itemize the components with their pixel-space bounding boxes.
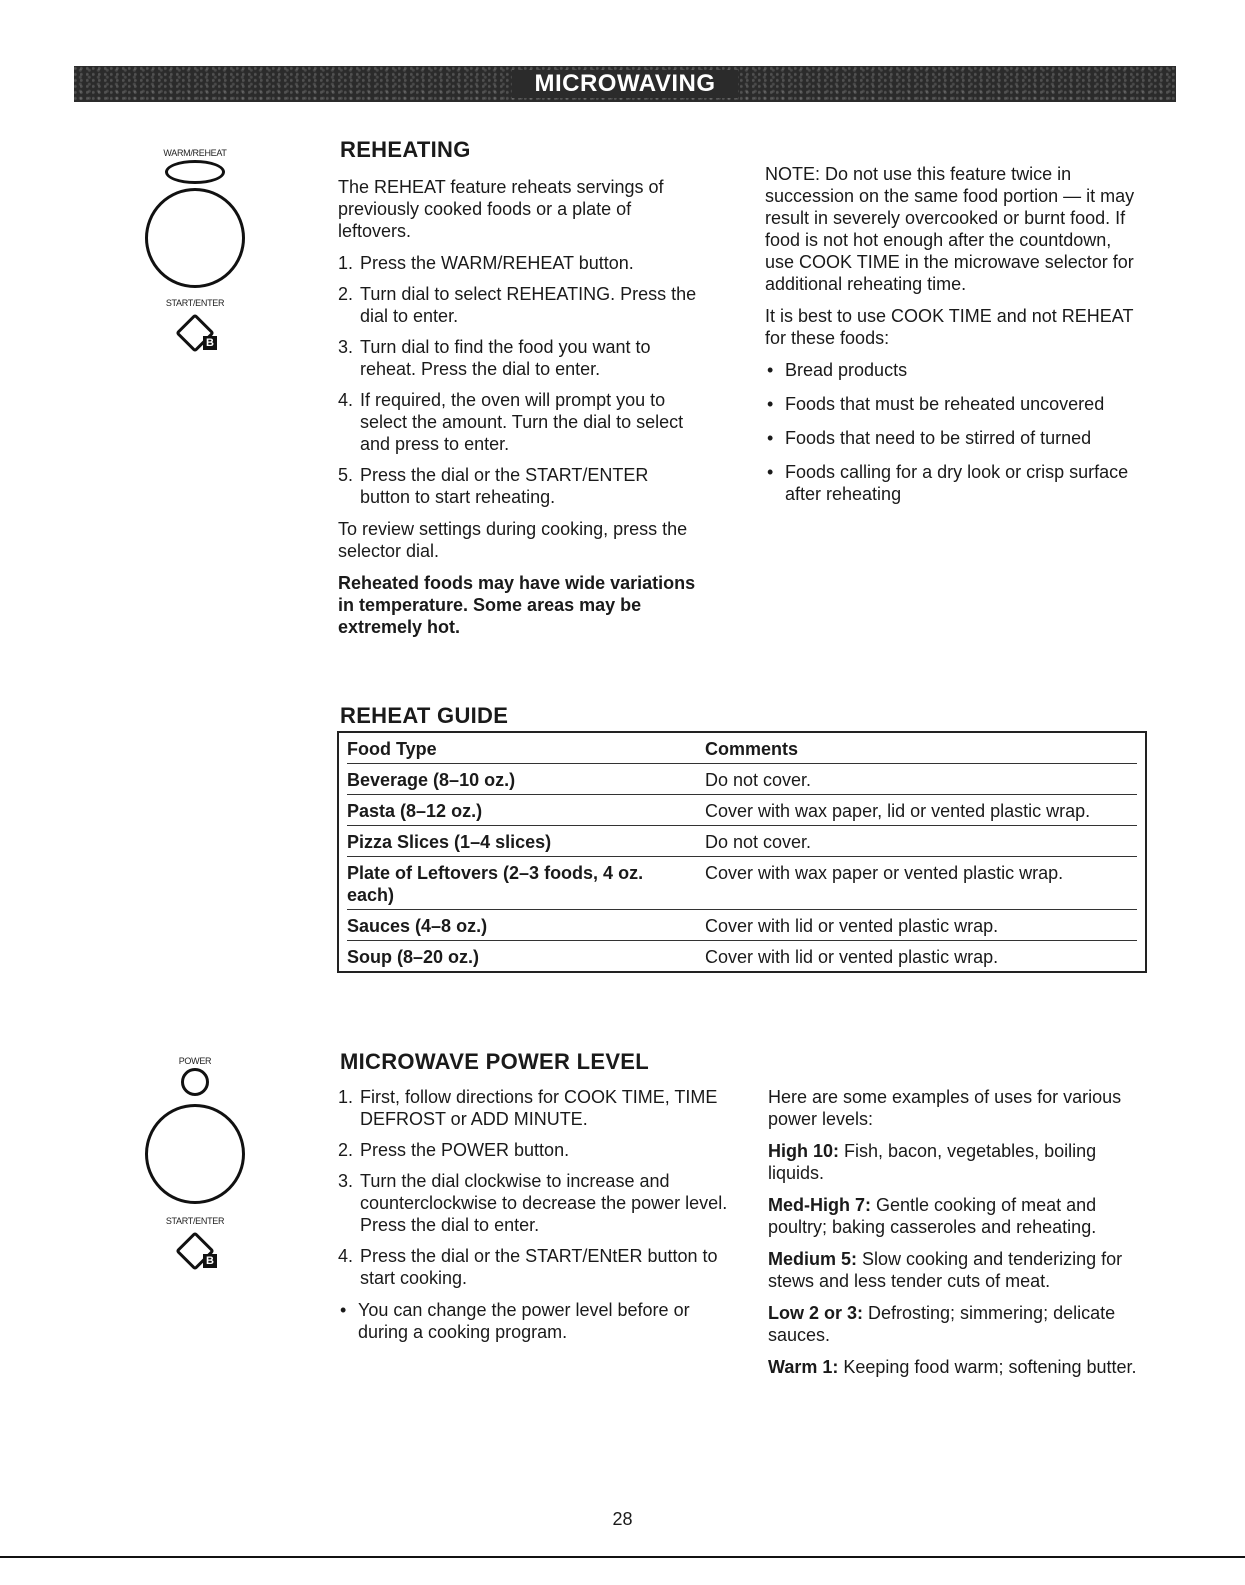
start-enter-label: START/ENTER <box>165 298 225 308</box>
power-level-item: High 10: Fish, bacon, vegetables, boiling liquids. <box>768 1141 1097 1183</box>
reheating-note: NOTE: Do not use this feature twice in succession on the same food portion — it may result in severely overcooked or burnt food. If food is not hot enough after the countdown, use COOK TIME in the microwave selector for additional reheating time. <box>765 164 1135 294</box>
reheating-step: 5. Press the dial or the START/ENTER button to start reheating. <box>338 465 649 507</box>
banner-title: MICROWAVING <box>512 70 737 98</box>
power-label: POWER <box>178 1056 212 1066</box>
warm-reheat-label: WARM/REHEAT <box>163 148 227 158</box>
reheating-bullet: • Foods that need to be stirred of turned <box>765 427 1145 449</box>
reheating-bullet: • Foods that must be reheated uncovered <box>765 393 1145 415</box>
reheating-bullets <box>765 359 1145 505</box>
food-type-cell: Beverage (8–10 oz.) <box>347 770 516 790</box>
table-row <box>347 910 1137 941</box>
header-comments: Comments <box>705 739 799 759</box>
power-button-icon <box>181 1068 209 1096</box>
power-bullets <box>338 1299 733 1343</box>
power-step: 2. Press the POWER button. <box>338 1140 570 1160</box>
reheat-controls-illustration <box>140 148 250 354</box>
section-banner <box>74 66 1176 102</box>
power-step: 4. Press the dial or the START/ENtER button to start cooking. <box>338 1246 718 1288</box>
power-bullet: • You can change the power level before or during a cooking program. <box>338 1299 733 1343</box>
header-food-type: Food Type <box>347 739 437 759</box>
start-enter-label: START/ENTER <box>165 1216 225 1226</box>
food-type-cell: Sauces (4–8 oz.) <box>347 916 488 936</box>
table-row <box>347 857 1137 910</box>
food-type-cell: Pasta (8–12 oz.) <box>347 801 483 821</box>
power-examples-intro: Here are some examples of uses for various power levels: <box>768 1087 1122 1129</box>
reheating-bullet: • Foods calling for a dry look or crisp surface after reheating <box>765 461 1145 505</box>
power-step: 3. Turn the dial clockwise to increase and counterclockwise to decrease the power level. Press the dial to enter. <box>338 1171 728 1235</box>
reheat-guide-title: REHEAT GUIDE <box>340 703 509 728</box>
power-right-column <box>768 1086 1143 1388</box>
table-header-row <box>347 733 1137 764</box>
selector-dial-icon <box>145 1104 245 1204</box>
start-tag: B <box>203 1254 217 1268</box>
reheating-review: To review settings during cooking, press the selector dial. <box>338 519 688 561</box>
page-number: 28 <box>612 1509 633 1529</box>
reheating-step: 2. Turn dial to select REHEATING. Press the dial to enter. <box>338 284 697 326</box>
reheating-step: 4. If required, the oven will prompt you to select the amount. Turn the dial to select and press to enter. <box>338 390 684 454</box>
power-level-title: MICROWAVE POWER LEVEL <box>340 1049 650 1074</box>
table-row <box>347 941 1137 971</box>
power-level-item: Low 2 or 3: Defrosting; simmering; delicate sauces. <box>768 1303 1116 1345</box>
bottom-rule <box>0 1556 1245 1558</box>
comments-cell: Cover with wax paper, lid or vented plastic wrap. <box>705 801 1091 821</box>
comments-cell: Cover with wax paper or vented plastic wrap. <box>705 863 1064 883</box>
food-type-cell: Soup (8–20 oz.) <box>347 947 480 967</box>
power-left-column <box>338 1086 733 1355</box>
power-controls-illustration <box>140 1056 250 1272</box>
warm-reheat-button-icon <box>165 160 225 184</box>
food-type-cell: Pizza Slices (1–4 slices) <box>347 832 552 852</box>
food-type-cell: Plate of Leftovers (2–3 foods, 4 oz. each) <box>347 863 644 905</box>
reheating-title: REHEATING <box>340 137 471 162</box>
power-step: 1. First, follow directions for COOK TIME, TIME DEFROST or ADD MINUTE. <box>338 1087 718 1129</box>
power-level-item: Medium 5: Slow cooking and tenderizing for stews and less tender cuts of meat. <box>768 1249 1123 1291</box>
comments-cell: Cover with lid or vented plastic wrap. <box>705 947 999 967</box>
table-row <box>347 795 1137 826</box>
comments-cell: Do not cover. <box>705 770 812 790</box>
reheating-steps <box>338 252 703 508</box>
reheating-right-column <box>765 163 1145 517</box>
reheating-left-column <box>338 176 703 648</box>
reheating-best: It is best to use COOK TIME and not REHEAT for these foods: <box>765 306 1134 348</box>
start-enter-button-icon <box>175 314 215 354</box>
power-level-item: Med-High 7: Gentle cooking of meat and poultry; baking casseroles and reheating. <box>768 1195 1097 1237</box>
reheat-guide-table <box>337 731 1147 973</box>
reheating-bullet: • Bread products <box>765 359 1145 381</box>
table-row <box>347 826 1137 857</box>
reheating-intro: The REHEAT feature reheats servings of previously cooked foods or a plate of leftovers. <box>338 177 664 241</box>
power-steps <box>338 1086 733 1289</box>
reheating-step: 1. Press the WARM/REHEAT button. <box>338 253 634 273</box>
table-row <box>347 764 1137 795</box>
reheating-warning: Reheated foods may have wide variations in temperature. Some areas may be extremely hot. <box>338 573 696 637</box>
power-level-item: Warm 1: Keeping food warm; softening butter. <box>768 1357 1137 1377</box>
comments-cell: Do not cover. <box>705 832 812 852</box>
start-tag: B <box>203 336 217 350</box>
start-enter-button-icon <box>175 1232 215 1272</box>
selector-dial-icon <box>145 188 245 288</box>
reheating-step: 3. Turn dial to find the food you want to reheat. Press the dial to enter. <box>338 337 651 379</box>
comments-cell: Cover with lid or vented plastic wrap. <box>705 916 999 936</box>
